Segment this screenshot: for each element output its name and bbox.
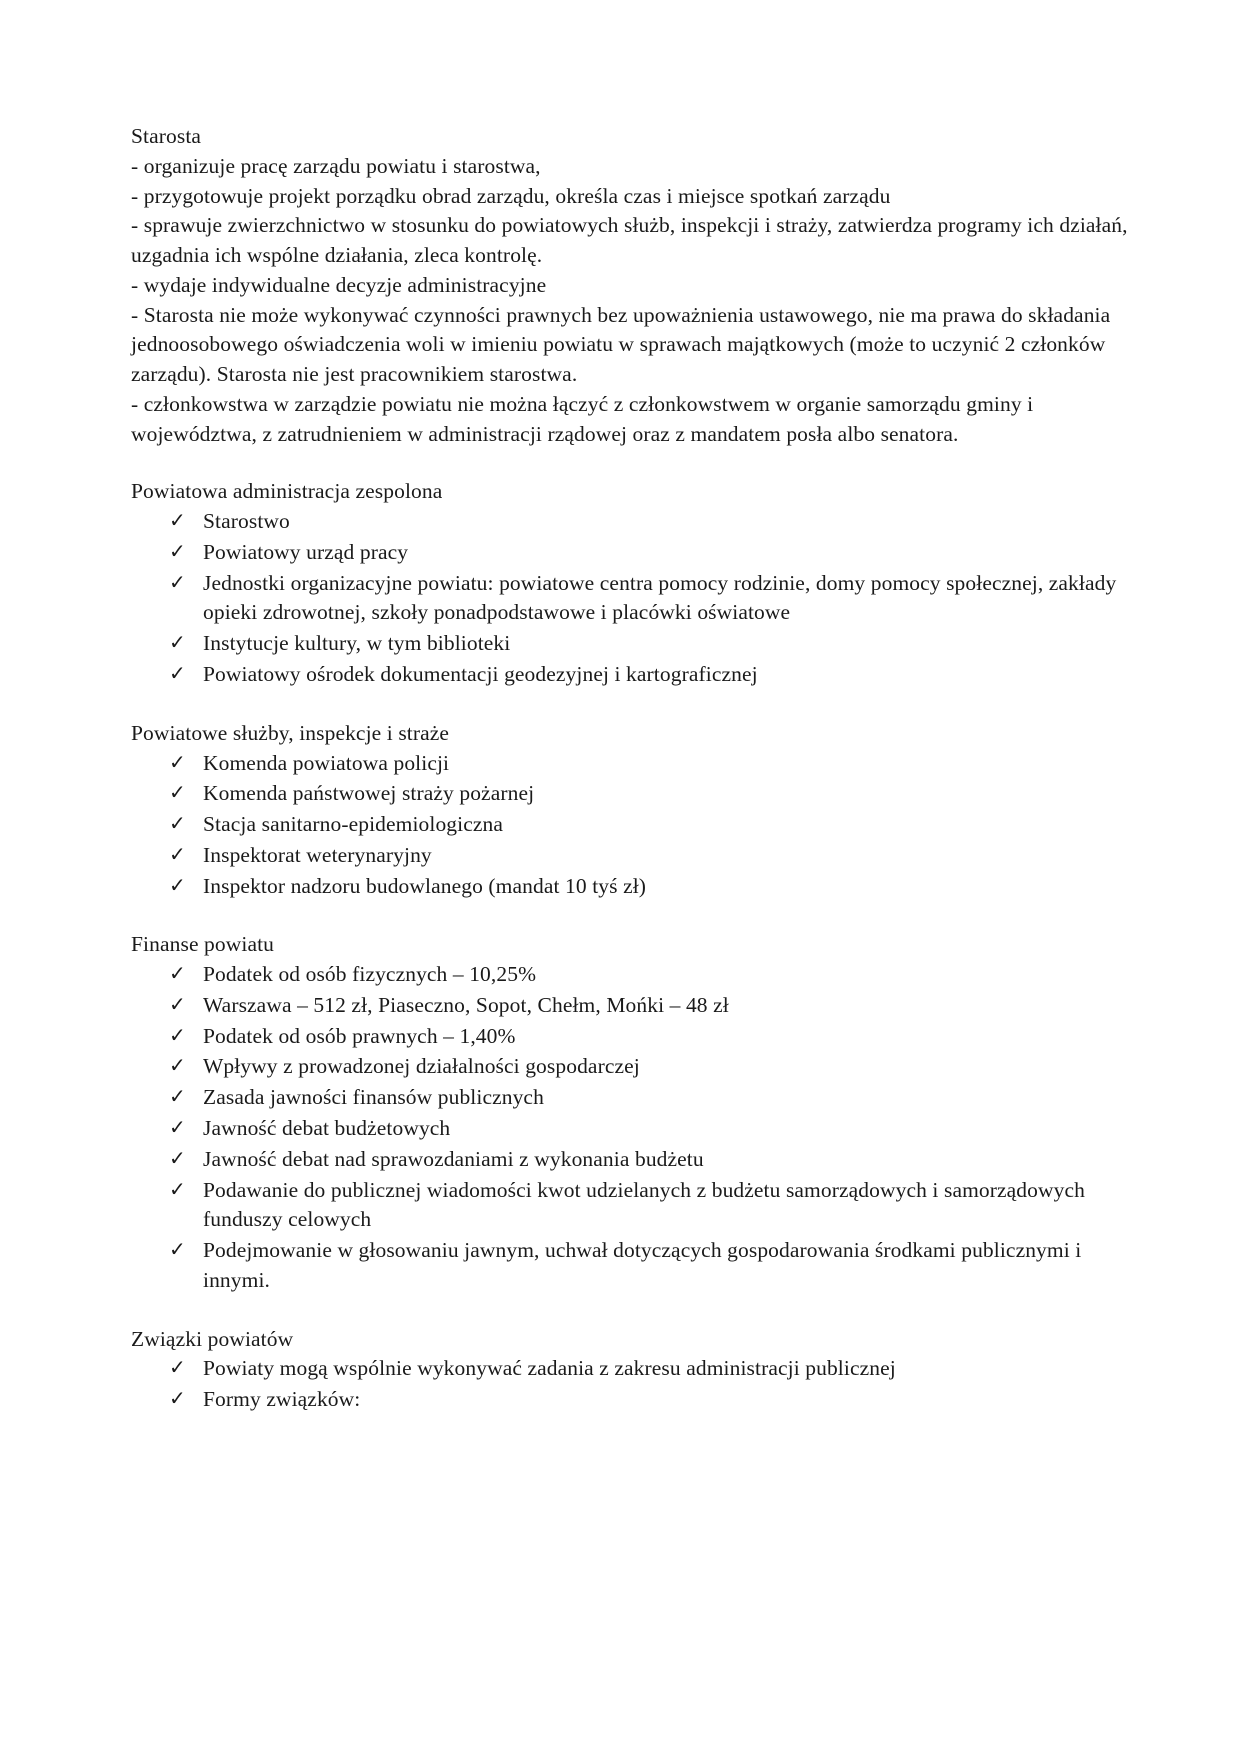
list-item	[131, 1114, 1131, 1144]
check-icon: ✓	[169, 630, 186, 655]
check-icon: ✓	[169, 780, 186, 805]
list-item-label: Powiatowy ośrodek dokumentacji geodezyjnej i kartograficznej	[203, 662, 758, 687]
list-item	[131, 507, 1131, 537]
list-item-label: Komenda powiatowa policji	[203, 750, 450, 775]
list-item-label: Jednostki organizacyjne powiatu: powiatowe centra pomocy rodzinie, domy pomocy społecznej, zakłady opieki zdrowotnej, szkoły ponadpodstawowe i placówki oświatowe	[203, 570, 1117, 625]
check-icon: ✓	[169, 841, 186, 866]
list-item-label: Starostwo	[203, 509, 290, 534]
check-icon: ✓	[169, 1176, 186, 1201]
check-icon: ✓	[169, 538, 186, 563]
list-item	[131, 810, 1131, 840]
list-item-label: Instytucje kultury, w tym biblioteki	[203, 631, 511, 656]
heading-administracja-zespolona: Powiatowa administracja zespolona	[131, 479, 443, 504]
check-icon: ✓	[169, 569, 186, 594]
list-item-label: Powiatowy urząd pracy	[203, 539, 409, 564]
list-item-label: Komenda państwowej straży pożarnej	[203, 781, 535, 806]
list-item	[131, 569, 1131, 629]
list-item	[131, 1052, 1131, 1082]
check-icon: ✓	[169, 961, 186, 986]
list-item	[131, 960, 1131, 990]
list-item-label: Jawność debat nad sprawozdaniami z wykonania budżetu	[203, 1146, 704, 1171]
list-item-label: Formy związków:	[203, 1387, 361, 1412]
list-sluzby-inspekcje-straze	[131, 749, 1131, 902]
list-item-label: Jawność debat budżetowych	[203, 1115, 451, 1140]
list-item-label: Stacja sanitarno-epidemiologiczna	[203, 812, 504, 837]
check-icon: ✓	[169, 508, 186, 533]
check-icon: ✓	[169, 1022, 186, 1047]
heading-sluzby-inspekcje-straze: Powiatowe służby, inspekcje i straże	[131, 720, 450, 745]
list-item	[131, 872, 1131, 902]
spacer-after-administracja	[131, 691, 1131, 719]
list-item-label: Zasada jawności finansów publicznych	[203, 1085, 544, 1110]
list-item-label: Inspektorat weterynaryjny	[203, 842, 432, 867]
check-icon: ✓	[169, 1114, 186, 1139]
list-administracja-zespolona	[131, 507, 1131, 690]
list-item	[131, 841, 1131, 871]
heading-zwiazki-powiatow: Związki powiatów	[131, 1326, 294, 1351]
list-item-label: Podejmowanie w głosowaniu jawnym, uchwał dotyczących gospodarowania środkami publicznymi i innymi.	[203, 1238, 1082, 1292]
check-icon: ✓	[169, 1386, 186, 1411]
check-icon: ✓	[169, 872, 186, 897]
list-item-label: Powiaty mogą wspólnie wykonywać zadania z zakresu administracji publicznej	[203, 1356, 896, 1381]
spacer-after-sluzby	[131, 902, 1131, 930]
starosta-line-2: - przygotowuje projekt porządku obrad zarządu, określa czas i miejsce spotkań zarządu	[131, 183, 891, 208]
spacer-after-starosta	[131, 449, 1131, 477]
list-item	[131, 660, 1131, 690]
check-icon: ✓	[169, 1053, 186, 1078]
starosta-lines	[131, 152, 1131, 450]
spacer-after-finanse	[131, 1297, 1131, 1325]
list-item	[131, 991, 1131, 1021]
list-item-label: Wpływy z prowadzonej działalności gospodarczej	[203, 1054, 640, 1079]
list-item	[131, 1145, 1131, 1175]
list-item-label: Inspektor nadzoru budowlanego (mandat 10 tyś zł)	[203, 873, 647, 898]
check-icon: ✓	[169, 1084, 186, 1109]
starosta-line-5: - Starosta nie może wykonywać czynności prawnych bez upoważnienia ustawowego, nie ma prawa do składania jednoosobowego oświadczenia woli w imieniu powiatu w sprawach majątkowych (może to uczynić 2 członków zarządu). Starosta nie jest pracownikiem starostwa.	[131, 302, 1111, 387]
list-item	[131, 779, 1131, 809]
check-icon: ✓	[169, 661, 186, 686]
list-item	[131, 1022, 1131, 1052]
list-item	[131, 1176, 1131, 1236]
list-item	[131, 1354, 1131, 1384]
list-item	[131, 1385, 1131, 1415]
list-item	[131, 749, 1131, 779]
heading-starosta: Starosta	[131, 124, 202, 148]
list-zwiazki-powiatow	[131, 1354, 1131, 1415]
list-item-label: Podatek od osób prawnych – 1,40%	[203, 1023, 516, 1048]
list-item	[131, 629, 1131, 659]
check-icon: ✓	[169, 811, 186, 836]
document-body	[131, 122, 1131, 1415]
list-item-label: Podatek od osób fizycznych – 10,25%	[203, 962, 537, 987]
list-item-label: Podawanie do publicznej wiadomości kwot udzielanych z budżetu samorządowych i samorządowych funduszy celowych	[203, 1177, 1085, 1232]
starosta-line-1: - organizuje pracę zarządu powiatu i starostwa,	[131, 153, 541, 178]
list-item	[131, 1083, 1131, 1113]
list-finanse-dochody	[131, 960, 1131, 1082]
list-item	[131, 1236, 1131, 1296]
list-item-label: Warszawa – 512 zł, Piaseczno, Sopot, Chełm, Mońki – 48 zł	[203, 992, 729, 1017]
list-finanse-jawnosc	[131, 1083, 1131, 1295]
check-icon: ✓	[169, 749, 186, 774]
check-icon: ✓	[169, 1237, 186, 1262]
check-icon: ✓	[169, 1145, 186, 1170]
check-icon: ✓	[169, 991, 186, 1016]
starosta-line-6: - członkowstwa w zarządzie powiatu nie można łączyć z członkowstwem w organie samorządu gminy i województwa, z zatrudnieniem w administracji rządowej oraz z mandatem posła albo senatora.	[131, 391, 1034, 446]
starosta-line-3: - sprawuje zwierzchnictwo w stosunku do powiatowych służb, inspekcji i straży, zatwierdza programy ich działań, uzgadnia ich wspólne działania, zleca kontrolę.	[131, 213, 1128, 268]
check-icon: ✓	[169, 1355, 186, 1380]
heading-finanse-powiatu: Finanse powiatu	[131, 932, 275, 957]
starosta-line-4: - wydaje indywidualne decyzje administracyjne	[131, 272, 547, 297]
list-item	[131, 538, 1131, 568]
